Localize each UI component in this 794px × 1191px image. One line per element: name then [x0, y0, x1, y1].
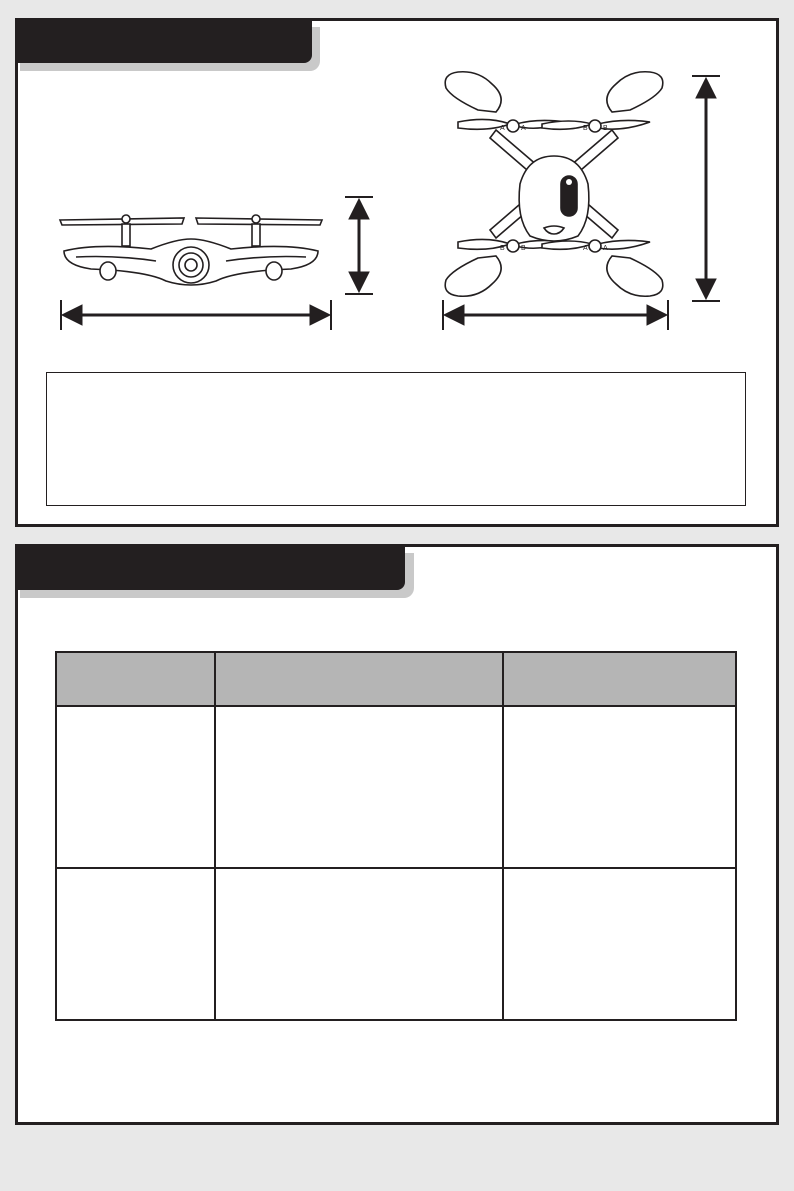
propeller-marking: B [603, 125, 608, 132]
propeller-marking: A [500, 125, 505, 132]
propeller-marking: B [583, 125, 588, 132]
table-cell [215, 706, 503, 868]
spec-note-box [46, 372, 746, 506]
troubleshooting-table [55, 651, 737, 1021]
table-cell [503, 706, 736, 868]
propeller-marking: B [521, 245, 526, 252]
propeller-marking: A [521, 125, 526, 132]
table-cell [56, 868, 215, 1020]
table-header-row [56, 652, 736, 706]
table-header-cell [56, 652, 215, 706]
side-view-height-dimension [342, 195, 376, 297]
troubleshooting-section-tab [18, 547, 405, 590]
top-view-height-dimension [689, 74, 723, 304]
specifications-section-tab [18, 21, 312, 63]
table-cell [215, 868, 503, 1020]
top-view-width-dimension [440, 298, 672, 332]
table-header-cell [215, 652, 503, 706]
table-cell [503, 868, 736, 1020]
drone-top-view [438, 68, 670, 300]
propeller-marking: A [603, 245, 608, 252]
drone-side-view [56, 209, 326, 299]
side-view-width-dimension [58, 298, 338, 332]
table-header-cell [503, 652, 736, 706]
specifications-panel [15, 18, 779, 527]
table-cell [56, 706, 215, 868]
spec-note-text [47, 373, 745, 393]
troubleshooting-panel [15, 544, 779, 1125]
table-row [56, 868, 736, 1020]
propeller-marking: A [583, 245, 588, 252]
table-row [56, 706, 736, 868]
propeller-marking: B [500, 245, 505, 252]
